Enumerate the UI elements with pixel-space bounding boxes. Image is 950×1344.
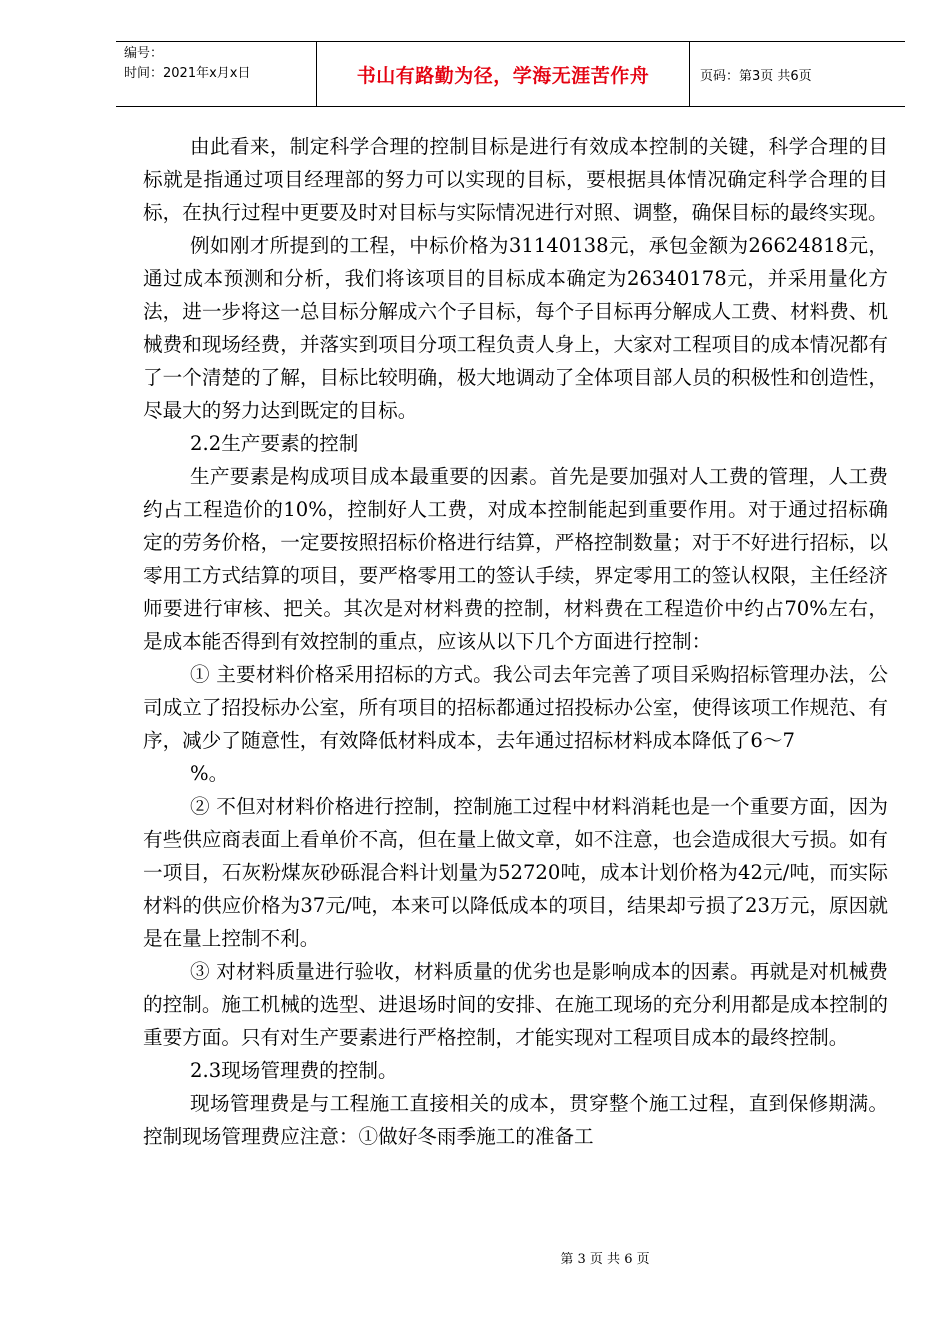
header-page-number: 页码：第3页 共6页 — [700, 68, 812, 84]
header-meta — [116, 42, 316, 106]
document-number: 编号： — [124, 46, 164, 61]
paragraph: 生产要素是构成项目成本最重要的因素。首先是要加强对人工费的管理，人工费约占工程造价的10%，控制好人工费，对成本控制能起到重要作用。对于通过招标确定的劳务价格，一定要按照招标价格进行结算，严格控制数量；对于不好进行招标，以零用工方式结算的项目，要严格零用工的签认手续，界定零用工的签认权限，主任经济师要进行审核、把关。其次是对材料费的控制，材料费在工程造价中约占70%左右，是成本能否得到有效控制的重点，应该从以下几个方面进行控制： — [143, 465, 888, 653]
header-motto-cell — [316, 42, 690, 106]
header-motto: 书山有路勤为径，学海无涯苦作舟 — [356, 64, 650, 87]
paragraph: 由此看来，制定科学合理的控制目标是进行有效成本控制的关键，科学合理的目标就是指通过项目经理部的努力可以实现的目标，要根据具体情况确定科学合理的目标，在执行过程中更要及时对目标与实际情况进行对照、调整，确保目标的最终实现。 — [143, 135, 888, 224]
list-item: ① 主要材料价格采用招标的方式。我公司去年完善了项目采购招标管理办法，公司成立了招投标办公室，所有项目的招标都通过招投标办公室，使得该项工作规范、有序，减少了随意性，有效降低材料成本，去年通过招标材料成本降低了6～7 — [143, 663, 888, 752]
page-footer: 第 3 页 共 6 页 — [560, 1252, 650, 1267]
header-page-cell — [690, 42, 905, 106]
paragraph: 现场管理费是与工程施工直接相关的成本，贯穿整个施工过程，直到保修期满。控制现场管理费应注意：①做好冬雨季施工的准备工 — [143, 1092, 888, 1148]
paragraph: %。 — [190, 762, 229, 785]
paragraph: 例如刚才所提到的工程，中标价格为31140138元，承包金额为26624818元，通过成本预测和分析，我们将该项目的目标成本确定为26340178元，并采用量化方法，进一步将这一总目标分解成六个子目标，每个子目标再分解成人工费、材料费、机械费和现场经费，并落实到项目分项工程负责人身上，大家对工程项目的成本情况都有了一个清楚的了解，目标比较明确，极大地调动了全体项目部人员的积极性和创造性，尽最大的努力达到既定的目标。 — [143, 234, 888, 422]
document-time: 时间：2021年x月x日 — [124, 66, 251, 81]
list-item: ③ 对材料质量进行验收，材料质量的优劣也是影响成本的因素。再就是对机械费的控制。施工机械的选型、进退场时间的安排、在施工现场的充分利用都是成本控制的重要方面。只有对生产要素进行严格控制，才能实现对工程项目成本的最终控制。 — [143, 960, 888, 1049]
page-header — [116, 41, 905, 107]
section-heading: 2.2生产要素的控制 — [190, 432, 359, 455]
section-heading: 2.3现场管理费的控制。 — [190, 1059, 398, 1082]
list-item: ② 不但对材料价格进行控制，控制施工过程中材料消耗也是一个重要方面，因为有些供应商表面上看单价不高，但在量上做文章，如不注意，也会造成很大亏损。如有一项目，石灰粉煤灰砂砾混合料计划量为52720吨，成本计划价格为42元/吨，而实际材料的供应价格为37元/吨，本来可以降低成本的项目，结果却亏损了23万元，原因就是在量上控制不利。 — [143, 795, 888, 950]
document-body — [143, 130, 888, 1153]
